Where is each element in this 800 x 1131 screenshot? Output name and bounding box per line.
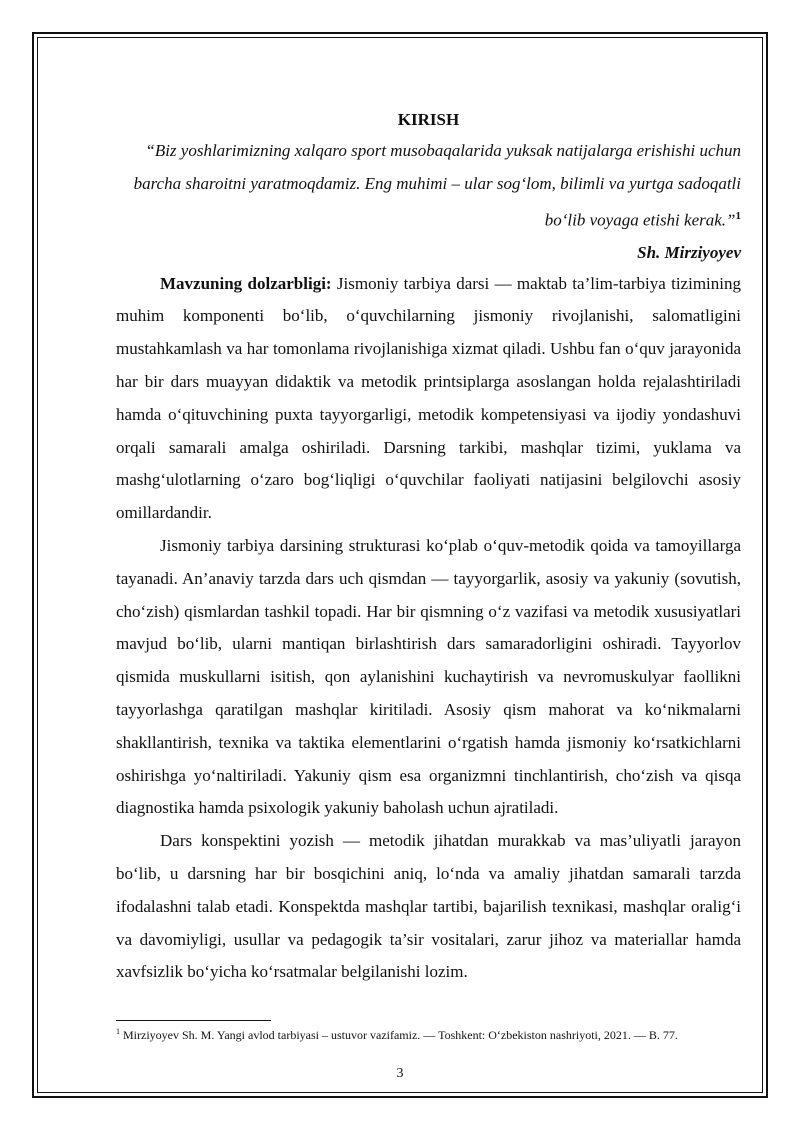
section-title: KIRISH	[397, 110, 460, 129]
footnote-marker: 1	[116, 1027, 120, 1036]
epigraph-text: “Biz yoshlarimizning xalqaro sport musobaqalarida yuksak natijalarga erishishi uchun barcha sharoitni yaratmoqdamiz. Eng muhimi – ular sog‘lom, bilimli va yurtga sadoqatli bo‘lib voyaga etishi kerak.”	[133, 141, 741, 230]
paragraph-text: Jismoniy tarbiya darsi — maktab ta’lim-tarbiya tizimining muhim komponenti bo‘lib, o‘quvchilarning jismoniy rivojlanishi, salomatligini mustahkamlash va har tomonlama rivojlanishiga xizmat qiladi. Ushbu fan o‘quv jarayonida har bir dars muayyan didaktik va metodik printsiplarga asoslangan holda rejalashtiriladi hamda o‘qituvchining puxta tayyorgarligi, metodik kompetensiyasi va ijodiy yondashuvi orqali samarali amalga oshiriladi. Darsning tarkibi, mashqlar tizimi, yuklama va mashg‘ulotlarning o‘zaro bog‘liqligi o‘quvchilar faoliyati natijasini belgilovchi asosiy omillardandir.	[116, 273, 741, 523]
paragraph-lead: Mavzuning dolzarbligi:	[160, 273, 332, 293]
paragraph-lesson-structure: Jismoniy tarbiya darsining strukturasi ko‘plab o‘quv-metodik qoida va tamoyillarga tayanadi. An’anaviy tarzda dars uch qismdan — tayyorgarlik, asosiy va yakuniy (sovutish, cho‘zish) qismlardan tashkil topadi. Har bir qismning o‘z vazifasi va metodik xususiyatlari mavjud bo‘lib, ularni mantiqan birlashtirish dars samaradorligini oshiradi. Tayyorlov qismida muskullarni isitish, qon aylanishini kuchaytirish va nevromuskulyar faollikni tayyorlashga qaratilgan mashqlar kiritiladi. Asosiy qism mahorat va ko‘nikmalarni shakllantirish, texnika va taktika elementlarini o‘rgatish hamda jismoniy ko‘rsatkichlarni oshirishga yo‘naltiriladi. Yakuniy qism esa organizmni tinchlantirish, cho‘zish va qisqa diagnostika hamda psixologik yakuniy baholash uchun ajratiladi.	[116, 536, 741, 818]
page-content	[116, 106, 741, 989]
footnote-text: Mirziyoyev Sh. M. Yangi avlod tarbiyasi – ustuvor vazifamiz. — Toshkent: O‘zbekiston nashriyoti, 2021. — B. 77.	[120, 1028, 678, 1042]
footnote	[116, 1023, 741, 1044]
paragraph-lesson-plan: Dars konspektini yozish — metodik jihatdan murakkab va mas’uliyatli jarayon bo‘lib, u darsning har bir bosqichini aniq, lo‘nda va amaliy jihatdan samarali tarzda ifodalashni talab etadi. Konspektda mashqlar tartibi, bajarilish texnikasi, mashqlar oralig‘i va davomiyligi, usullar va pedagogik ta’sir vositalari, zarur jihoz va materiallar hamda xavfsizlik bo‘yicha ko‘rsatmalar belgilanishi lozim.	[116, 831, 741, 982]
epigraph-quote	[116, 134, 741, 237]
epigraph-footnote-marker: 1	[735, 210, 741, 222]
epigraph-author: Sh. Mirziyoyev	[637, 242, 741, 262]
page-number: 3	[396, 1066, 404, 1081]
footnote-separator	[116, 1020, 271, 1021]
paragraph-relevance	[116, 268, 741, 530]
